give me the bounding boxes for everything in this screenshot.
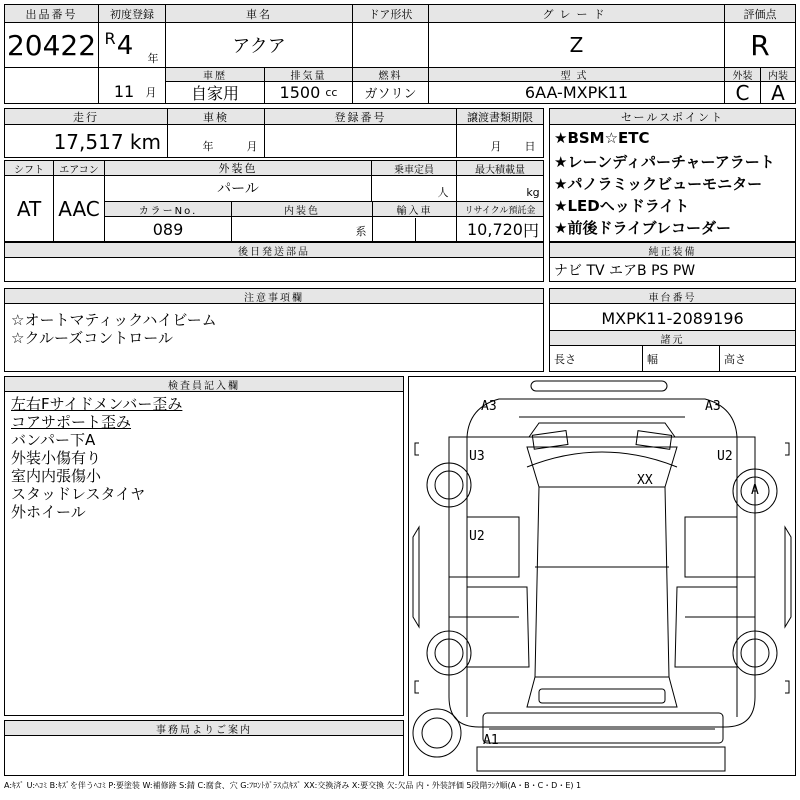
- ac-label: エアコン: [54, 161, 104, 176]
- color-number: 089: [152, 220, 184, 239]
- color-number-label: カラーNo.: [105, 202, 231, 217]
- selling-point: ★レーンディパーチャーアラート: [554, 153, 775, 171]
- capacity-unit: 人: [437, 186, 449, 199]
- mileage-unit: km: [129, 130, 161, 154]
- interior-grade: A: [771, 82, 785, 103]
- damage-a3-left: A3: [481, 399, 497, 414]
- car-diagram: [408, 376, 796, 776]
- selling-point: ★LEDヘッドライト: [554, 197, 690, 215]
- year-unit: 年: [147, 52, 159, 65]
- import-label: 輸入車: [373, 202, 456, 217]
- chassis-box: [549, 288, 796, 372]
- later-parts-box: [4, 242, 544, 282]
- score: R: [750, 28, 770, 62]
- car-info-box: [165, 4, 725, 104]
- caution-item: ☆クルーズコントロール: [11, 329, 173, 347]
- interior-color-label: 内装色: [232, 202, 372, 217]
- recycle-fee-unit: 円: [522, 221, 539, 240]
- damage-u3: U3: [469, 449, 485, 464]
- mileage-label: 走行: [5, 109, 167, 125]
- grade: Z: [569, 33, 584, 57]
- month-unit: 月: [145, 86, 157, 99]
- inspection-label: 車検: [168, 109, 264, 125]
- color-row: [4, 160, 544, 242]
- inspector-note: 外装小傷有り: [11, 449, 102, 467]
- selling-point: ★パノラミックビューモニター: [554, 175, 763, 193]
- damage-u2-left: U2: [469, 529, 485, 544]
- inspector-note: 左右Fサイドメンバー歪み: [11, 395, 183, 413]
- caution-label: 注意事項欄: [5, 289, 543, 304]
- spec-label: 諸元: [550, 331, 795, 346]
- exterior-grade: C: [735, 82, 750, 103]
- exterior-color-label: 外装色: [105, 161, 371, 176]
- first-registration-label: 初度登録: [99, 5, 165, 23]
- lot-number-box: [4, 4, 99, 104]
- chassis-number: MXPK11-2089196: [601, 308, 744, 328]
- shift: AT: [16, 196, 42, 221]
- max-load-unit: kg: [526, 185, 540, 199]
- inspector-note: スタッドレスタイヤ: [11, 485, 146, 503]
- office-box: [4, 720, 404, 776]
- registration-month: 11: [113, 81, 135, 101]
- mileage-value: 17,517: [53, 130, 124, 154]
- fuel: ガソリン: [364, 87, 417, 102]
- score-label: 評価点: [725, 5, 795, 23]
- selling-points-box: [549, 108, 796, 242]
- damage-a3-right: A3: [705, 399, 721, 414]
- legend-footer: A:ｷｽﾞ U:ﾍｺﾐ B:ｷｽﾞを伴うﾍｺﾐ P:要塗装 W:補修跡 S:錆 C:腐食、穴 G:ﾌﾛﾝﾄｶﾞﾗｽ点ｷｽﾞ XX:交換済み X:要交換 欠:欠品 内・外装評価 5段階ﾗﾝｸ順(A・B・C・D・E) 1: [4, 781, 582, 790]
- history: 自家用: [190, 84, 239, 103]
- mileage-row: [4, 108, 544, 158]
- inspector-note: 室内内張傷小: [11, 467, 102, 485]
- inspector-box: [4, 376, 404, 716]
- genuine-equipment-label: 純正装備: [550, 243, 795, 258]
- damage-a1: A1: [483, 733, 499, 748]
- displacement-unit: cc: [325, 86, 338, 99]
- car-name-label: 車名: [166, 5, 352, 23]
- width-label: 幅: [647, 353, 658, 366]
- first-registration-box: [98, 4, 166, 104]
- selling-point: ★前後ドライブレコーダー: [554, 219, 731, 237]
- genuine-equipment: ナビ TV エアB PS PW: [554, 263, 696, 279]
- car-name: アクア: [232, 36, 286, 57]
- registration-number-label: 登録番号: [265, 109, 456, 125]
- length-label: 長さ: [554, 353, 576, 366]
- exterior-label: 外装: [725, 68, 760, 82]
- transfer-day-unit: 日: [524, 140, 536, 153]
- caution-item: ☆オートマティックハイビーム: [11, 311, 217, 329]
- capacity-label: 乗車定員: [372, 161, 456, 176]
- recycle-fee: [457, 218, 543, 241]
- score-box: [724, 4, 796, 104]
- era-year: 4: [116, 31, 134, 61]
- selling-points-label: セールスポイント: [550, 109, 795, 125]
- inspection-month-unit: 月: [246, 140, 258, 153]
- displacement: [265, 82, 352, 103]
- inspector-note: 外ホイール: [11, 503, 86, 521]
- max-load-label: 最大積載量: [457, 161, 543, 176]
- interior-label: 内装: [761, 68, 795, 82]
- damage-u2-right: U2: [717, 449, 733, 464]
- car-body-diagram: [409, 377, 795, 775]
- ac: AAC: [58, 196, 100, 221]
- chassis-label: 車台番号: [550, 289, 795, 304]
- height-label: 高さ: [724, 353, 746, 366]
- interior-color-unit: 系: [355, 225, 367, 238]
- door-type: [353, 23, 428, 67]
- recycle-fee-value: 10,720: [467, 220, 523, 239]
- era-prefix: R: [104, 28, 116, 48]
- damage-a-tire: A: [751, 483, 759, 498]
- inspector-label: 検査員記入欄: [5, 377, 403, 392]
- displacement-label: 排気量: [265, 68, 352, 82]
- displacement-value: 1500: [279, 83, 321, 102]
- inspection-year-unit: 年: [202, 140, 214, 153]
- history-label: 車歴: [166, 68, 264, 82]
- transfer-deadline-label: 譲渡書類期限: [457, 109, 543, 125]
- fuel-label: 燃料: [353, 68, 428, 82]
- later-parts-label: 後日発送部品: [5, 243, 543, 258]
- exterior-color: パール: [217, 181, 259, 197]
- model-label: 型式: [429, 68, 724, 82]
- genuine-equipment-box: [549, 242, 796, 282]
- door-label: ドア形状: [353, 5, 428, 23]
- inspector-note: コアサポート歪み: [11, 413, 132, 431]
- shift-label: シフト: [5, 161, 53, 176]
- recycle-label: リサイクル預託金: [457, 202, 543, 217]
- selling-point: ★BSM☆ETC: [554, 129, 650, 147]
- damage-xx: XX: [637, 473, 653, 488]
- office-label: 事務局よりご案内: [5, 721, 403, 736]
- model: 6AA-MXPK11: [524, 83, 629, 102]
- grade-label: グレード: [429, 5, 724, 23]
- inspector-note: バンパー下A: [11, 431, 96, 449]
- mileage: [5, 127, 167, 157]
- lot-number-label: 出品番号: [5, 5, 98, 23]
- transfer-month-unit: 月: [490, 140, 502, 153]
- caution-box: [4, 288, 544, 372]
- lot-number: 20422: [6, 28, 97, 62]
